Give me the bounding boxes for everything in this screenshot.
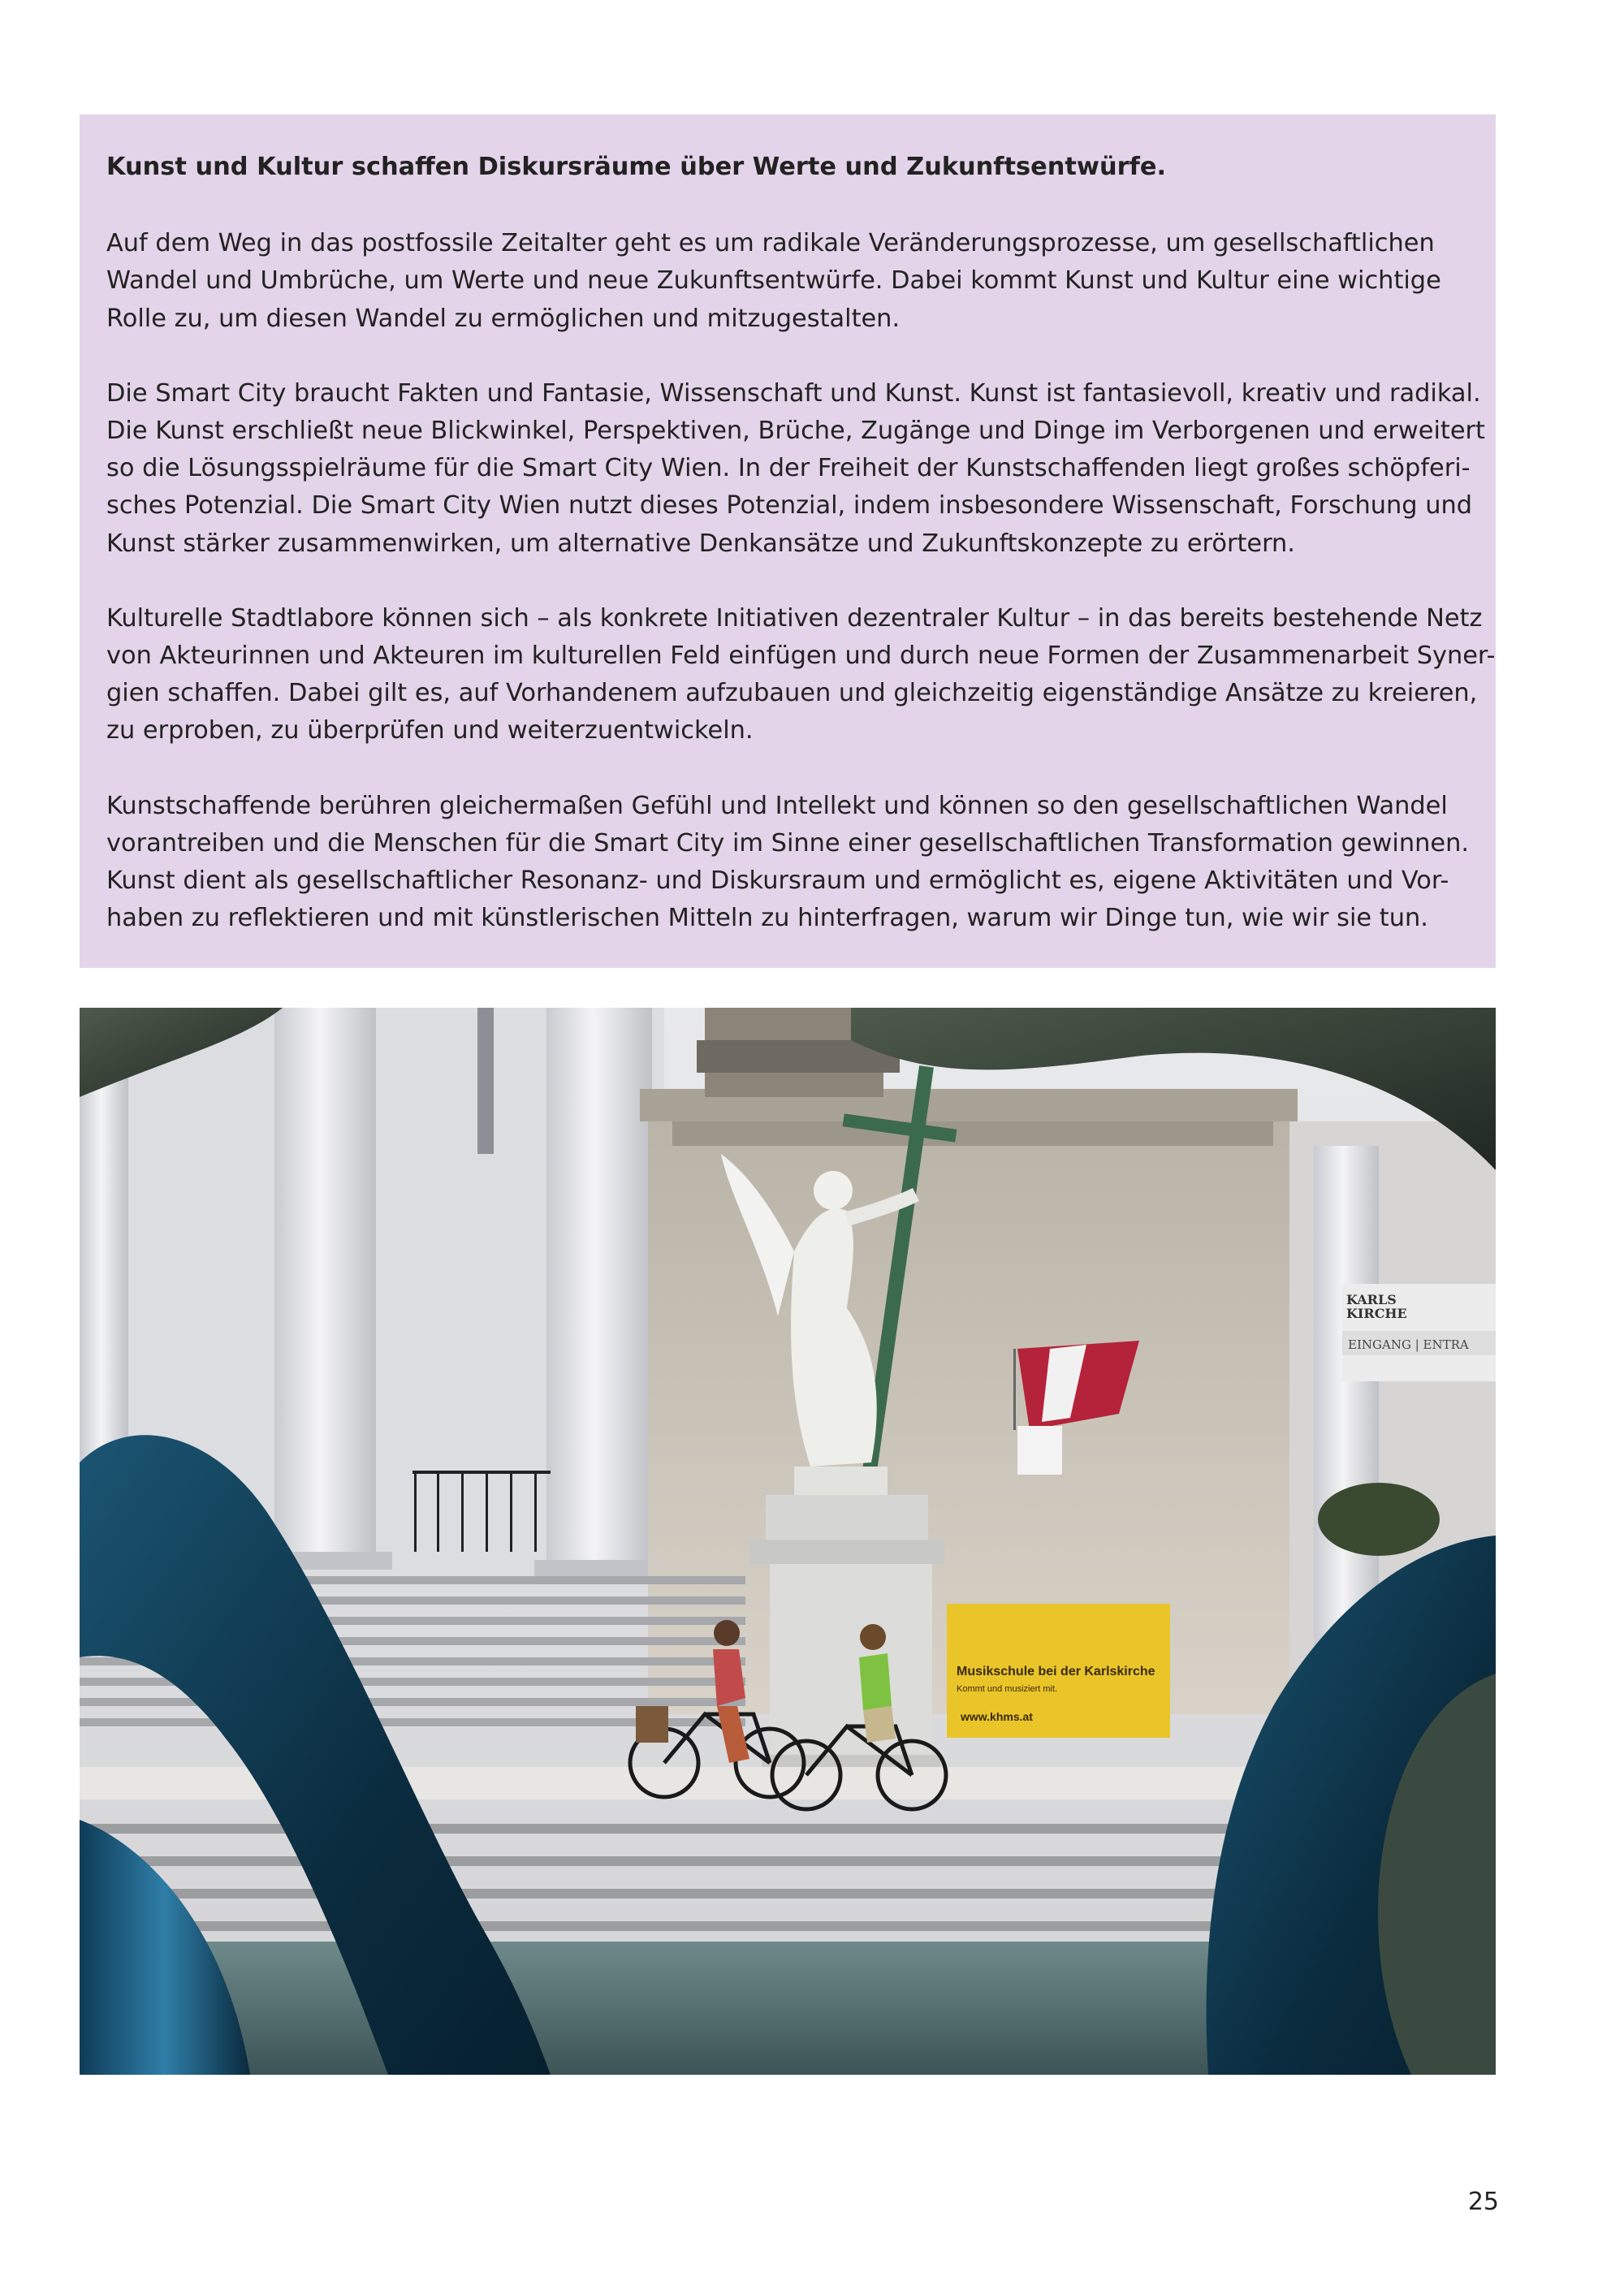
text-line: Die Smart City braucht Fakten und Fantasie, Wissenschaft und Kunst. Kunst ist fantasievoll, kreativ und radikal. [106, 378, 1481, 408]
paragraph [106, 225, 1479, 338]
text-line: von Akteurinnen und Akteuren im kulturellen Feld einfügen und durch neue Formen der Zusammenarbeit Syner- [106, 642, 1496, 671]
text-line: vorantreiben und die Menschen für die Smart City im Sinne einer gesellschaftlichen Transformation gewinnen. [106, 828, 1469, 858]
text-line: Kunstschaffende berühren gleichermaßen Gefühl und Intellekt und können so den gesellschaftlichen Wandel [106, 791, 1448, 820]
sign-karlskirche-2: KIRCHE [1346, 1306, 1407, 1321]
banner-subtitle: Kommt und musiziert mit. [957, 1684, 1058, 1694]
text-line: Wandel und Umbrüche, um Werte und neue Zukunftsentwürfe. Dabei kommt Kunst und Kultur eine wichtige [106, 266, 1441, 296]
text-line: sches Potenzial. Die Smart City Wien nutzt dieses Potenzial, indem insbesondere Wissenschaft, Forschung und [106, 491, 1473, 521]
text-line: so die Lösungsspielräume für die Smart City Wien. In der Freiheit der Kunstschaffenden liegt großes schöpferi- [106, 454, 1471, 483]
text-line: Auf dem Weg in das postfossile Zeitalter geht es um radikale Veränderungsprozesse, um gesellschaftlichen [106, 229, 1435, 258]
text-line: haben zu reflektieren und mit künstlerischen Mitteln zu hinterfragen, warum wir Dinge tun, wie wir sie tun. [106, 904, 1428, 933]
lead-heading: Kunst und Kultur schaffen Diskursräume über Werte und Zukunftsentwürfe. [106, 153, 1167, 181]
paragraph [106, 788, 1479, 938]
text-line: Kunst dient als gesellschaftlicher Resonanz- und Diskursraum und ermöglicht es, eigene Aktivitäten und Vor- [106, 866, 1449, 896]
paragraph [106, 375, 1485, 563]
text-line: Die Kunst erschließt neue Blickwinkel, Perspektiven, Brüche, Zugänge und Dinge im Verborgenen und erweitert [106, 417, 1485, 446]
text-line: Rolle zu, um diesen Wandel zu ermöglichen und mitzugestalten. [106, 304, 901, 333]
banner-url: www.khms.at [961, 1710, 1033, 1723]
banner-title: Musikschule bei der Karlskirche [957, 1665, 1155, 1678]
body-text [106, 225, 1496, 937]
karlskirche-photo [80, 1008, 1496, 2075]
paragraph [106, 600, 1496, 750]
text-line: zu erproben, zu überprüfen und weiterzuentwickeln. [106, 716, 754, 745]
text-line: Kunst stärker zusammenwirken, um alternative Denkansätze und Zukunftskonzepte zu erörtern. [106, 529, 1295, 558]
page-number: 25 [1467, 2188, 1499, 2216]
text-line: Kulturelle Stadtlabore können sich – als konkrete Initiativen dezentraler Kultur – in das bereits bestehende Netz [106, 603, 1483, 633]
sign-entrance: EINGANG | ENTRA [1348, 1337, 1469, 1352]
text-box [80, 114, 1496, 968]
text-line: gien schaffen. Dabei gilt es, auf Vorhandenem aufzubauen und gleichzeitig eigenständige Ansätze zu kreieren, [106, 679, 1478, 708]
sign-karlskirche-1: KARLS [1346, 1292, 1397, 1307]
